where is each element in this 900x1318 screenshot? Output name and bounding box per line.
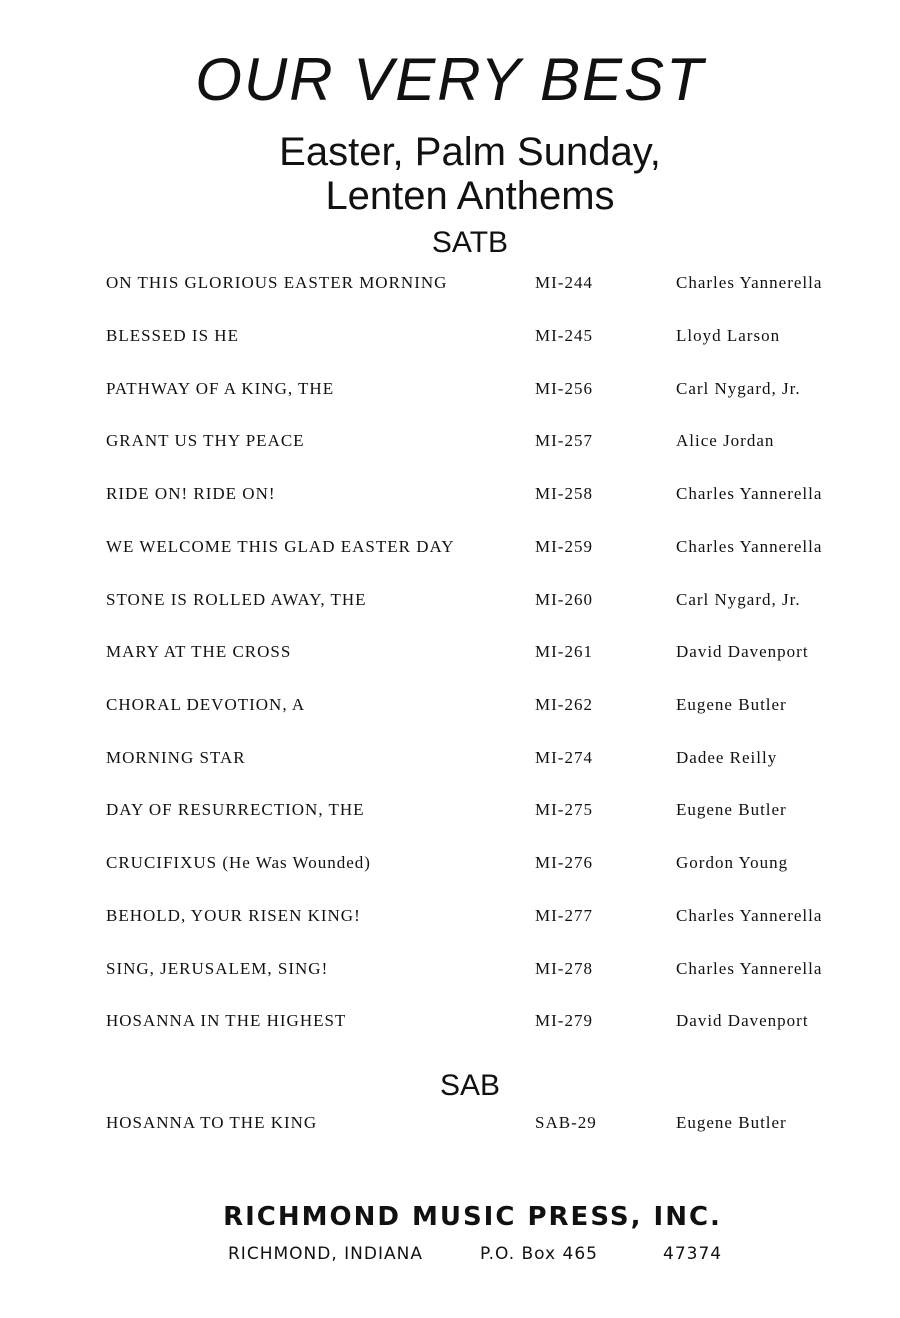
catalog-number: MI-275: [535, 800, 593, 819]
anthem-title: RIDE ON! RIDE ON!: [106, 484, 276, 503]
list-item: [0, 851, 900, 875]
catalog-number: MI-278: [535, 959, 593, 978]
anthem-title: DAY OF RESURRECTION, THE: [106, 800, 365, 819]
composer: Charles Yannerella: [676, 906, 823, 925]
composer: Dadee Reilly: [676, 748, 778, 767]
composer: Gordon Young: [676, 853, 789, 872]
composer: Charles Yannerella: [676, 484, 823, 503]
composer: Carl Nygard, Jr.: [676, 590, 801, 609]
catalog-number: MI-276: [535, 853, 593, 872]
list-item: [0, 588, 900, 612]
subtitle-line-1: Easter, Palm Sunday,: [279, 130, 661, 174]
catalog-number: MI-279: [535, 1011, 593, 1030]
list-item: [0, 324, 900, 348]
catalog-number: MI-258: [535, 484, 593, 503]
catalog-number: MI-277: [535, 906, 593, 925]
sab-heading: SAB: [439, 1069, 501, 1102]
composer: David Davenport: [676, 642, 809, 661]
catalog-number: MI-261: [535, 642, 593, 661]
composer: Charles Yannerella: [676, 537, 823, 556]
composer: Eugene Butler: [676, 800, 787, 819]
list-item: [0, 798, 900, 822]
anthem-title: SING, JERUSALEM, SING!: [106, 959, 329, 978]
catalog-number: MI-260: [535, 590, 593, 609]
anthem-title: HOSANNA TO THE KING: [106, 1113, 318, 1132]
composer: Charles Yannerella: [676, 959, 823, 978]
composer: Charles Yannerella: [676, 273, 823, 292]
anthem-title: ON THIS GLORIOUS EASTER MORNING: [106, 273, 448, 292]
anthem-title: HOSANNA IN THE HIGHEST: [106, 1011, 347, 1030]
catalog-number: MI-257: [535, 431, 593, 450]
catalog-number: MI-244: [535, 273, 593, 292]
list-item: [0, 746, 900, 770]
satb-heading: SATB: [431, 226, 509, 259]
subtitle-line-2: Lenten Anthems: [325, 174, 615, 218]
composer: Lloyd Larson: [676, 326, 781, 345]
list-item: [0, 535, 900, 559]
list-item: [0, 482, 900, 506]
publisher-po-box: P.O. Box 465: [480, 1244, 598, 1264]
list-item: [0, 271, 900, 295]
catalog-number: MI-256: [535, 379, 593, 398]
catalog-number: SAB-29: [535, 1113, 597, 1132]
page-title: OUR VERY BEST: [195, 46, 705, 113]
composer: Eugene Butler: [676, 695, 787, 714]
list-item: [0, 429, 900, 453]
composer: Alice Jordan: [676, 431, 775, 450]
anthem-title: PATHWAY OF A KING, THE: [106, 379, 335, 398]
list-item: [0, 1009, 900, 1033]
anthem-title: BLESSED IS HE: [106, 326, 239, 345]
list-item: [0, 904, 900, 928]
anthem-title: MORNING STAR: [106, 748, 246, 767]
catalog-number: MI-259: [535, 537, 593, 556]
list-item: [0, 377, 900, 401]
catalog-number: MI-274: [535, 748, 593, 767]
list-item: [0, 1111, 900, 1135]
list-item: [0, 640, 900, 664]
composer: Carl Nygard, Jr.: [676, 379, 801, 398]
anthem-title: CRUCIFIXUS (He Was Wounded): [106, 853, 371, 872]
anthem-title: BEHOLD, YOUR RISEN KING!: [106, 906, 361, 925]
anthem-title: GRANT US THY PEACE: [106, 431, 305, 450]
publisher-zip: 47374: [663, 1244, 723, 1264]
composer: David Davenport: [676, 1011, 809, 1030]
catalog-number: MI-262: [535, 695, 593, 714]
publisher-name: RICHMOND MUSIC PRESS, INC.: [223, 1202, 722, 1232]
anthem-title: STONE IS ROLLED AWAY, THE: [106, 590, 367, 609]
list-item: [0, 693, 900, 717]
publisher-city: RICHMOND, INDIANA: [228, 1244, 423, 1264]
anthem-title: MARY AT THE CROSS: [106, 642, 292, 661]
anthem-title: WE WELCOME THIS GLAD EASTER DAY: [106, 537, 455, 556]
list-item: [0, 957, 900, 981]
composer: Eugene Butler: [676, 1113, 787, 1132]
catalog-number: MI-245: [535, 326, 593, 345]
anthem-title: CHORAL DEVOTION, A: [106, 695, 306, 714]
